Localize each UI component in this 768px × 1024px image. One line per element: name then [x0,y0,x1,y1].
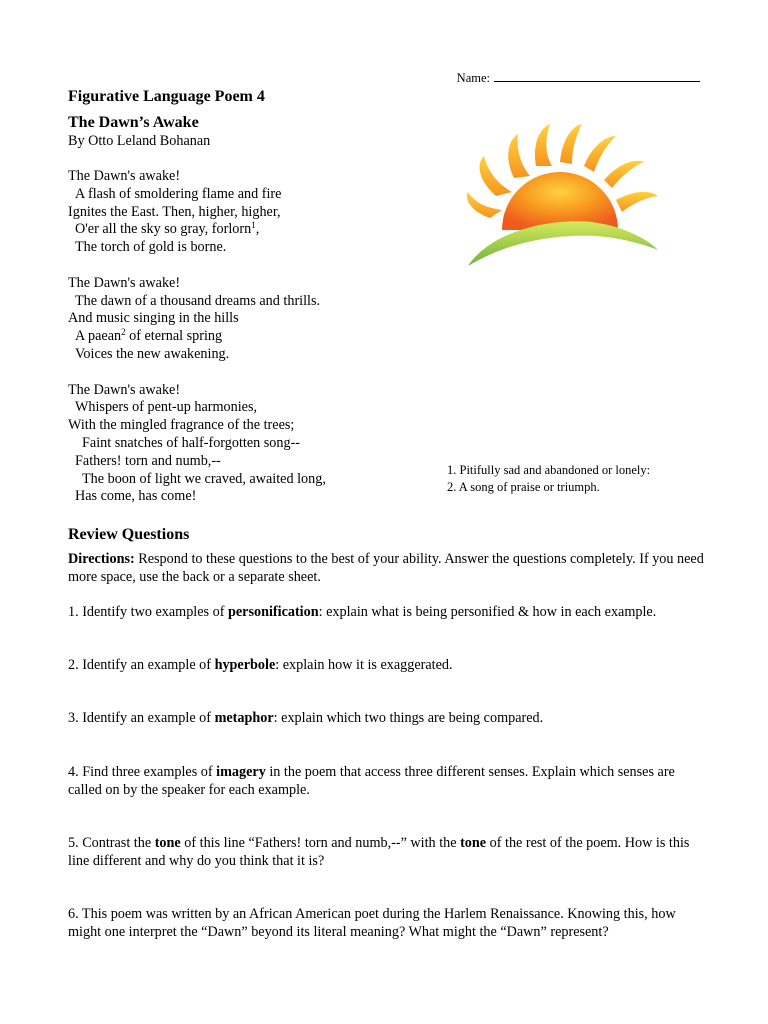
question-2: 2. Identify an example of hyperbole: explain how it is exaggerated. [68,657,453,673]
footnotes [447,462,650,496]
question-3: 3. Identify an example of metaphor: explain which two things are being compared. [68,710,544,726]
name-label: Name: [456,71,490,85]
poem-line: The torch of gold is borne. [75,239,227,256]
rising-sun-illustration [462,100,662,270]
poem-line: Ignites the East. Then, higher, higher, [68,203,281,220]
question-1: 1. Identify two examples of personification: explain what is being personified & how in each example. [68,604,657,620]
poem-author: By Otto Leland Bohanan [68,133,211,149]
poem-line: A paean$^2$ of eternal spring [75,327,223,345]
footnote-1: 1. Pitifully sad and abandoned or lonely: [447,463,651,477]
green-hill [468,221,658,266]
question-6: 6. This poem was written by an African American poet during the Harlem Renaissance. Knowing this, how might one interpret the “Dawn” beyond its literal meaning? What might the “Dawn” represent? [68,906,676,940]
name-blank-line[interactable] [494,69,700,82]
poem-line: A flash of smoldering flame and fire [75,185,282,202]
poem-title: The Dawn’s Awake [68,114,199,131]
stanza-2 [68,275,326,364]
footnote-mark-2: 2 [121,327,126,338]
directions [68,551,708,587]
stanza-1 [68,168,326,257]
poem-line: The Dawn's awake! [68,381,181,398]
worksheet-title: Figurative Language Poem 4 [68,88,265,105]
name-field[interactable] [457,69,700,88]
question-4: 4. Find three examples of imagery in the poem that access three different senses. Explain which senses are called on by the speaker for each example. [68,764,675,798]
poem-line: With the mingled fragrance of the trees; [68,417,295,434]
poem-line: Fathers! torn and numb,-- [75,452,221,469]
poem-line: Has come, has come! [75,488,197,505]
footnote-mark-1: 1 [251,220,256,231]
poem-body [68,168,326,524]
directions-text: Respond to these questions to the best of your ability. Answer the questions completely. If you need more space, use the back or a separate sheet. [68,551,704,585]
footnote-2: 2. A song of praise or triumph. [447,480,600,494]
review-questions-heading: Review Questions [68,526,190,543]
poem-line: Whispers of pent-up harmonies, [75,399,258,416]
stanza-3 [68,382,326,507]
question-5: 5. Contrast the tone of this line “Fathers! torn and numb,--” with the tone of the rest of the poem. How is this line different and why do you think that it is? [68,835,690,869]
poem-line: The Dawn's awake! [68,168,181,184]
poem-line: The boon of light we craved, awaited long, [82,470,326,487]
directions-label: Directions: [68,551,135,567]
poem-line: Voices the new awakening. [75,345,230,362]
sun-disc [502,172,618,230]
poem-line: O'er all the sky so gray, forlorn$^1$, [75,220,260,238]
poem-line: And music singing in the hills [68,310,239,327]
poem-line: The dawn of a thousand dreams and thrills. [75,292,321,309]
poem-line: The Dawn's awake! [68,274,181,291]
poem-line: Faint snatches of half-forgotten song-- [82,434,301,451]
